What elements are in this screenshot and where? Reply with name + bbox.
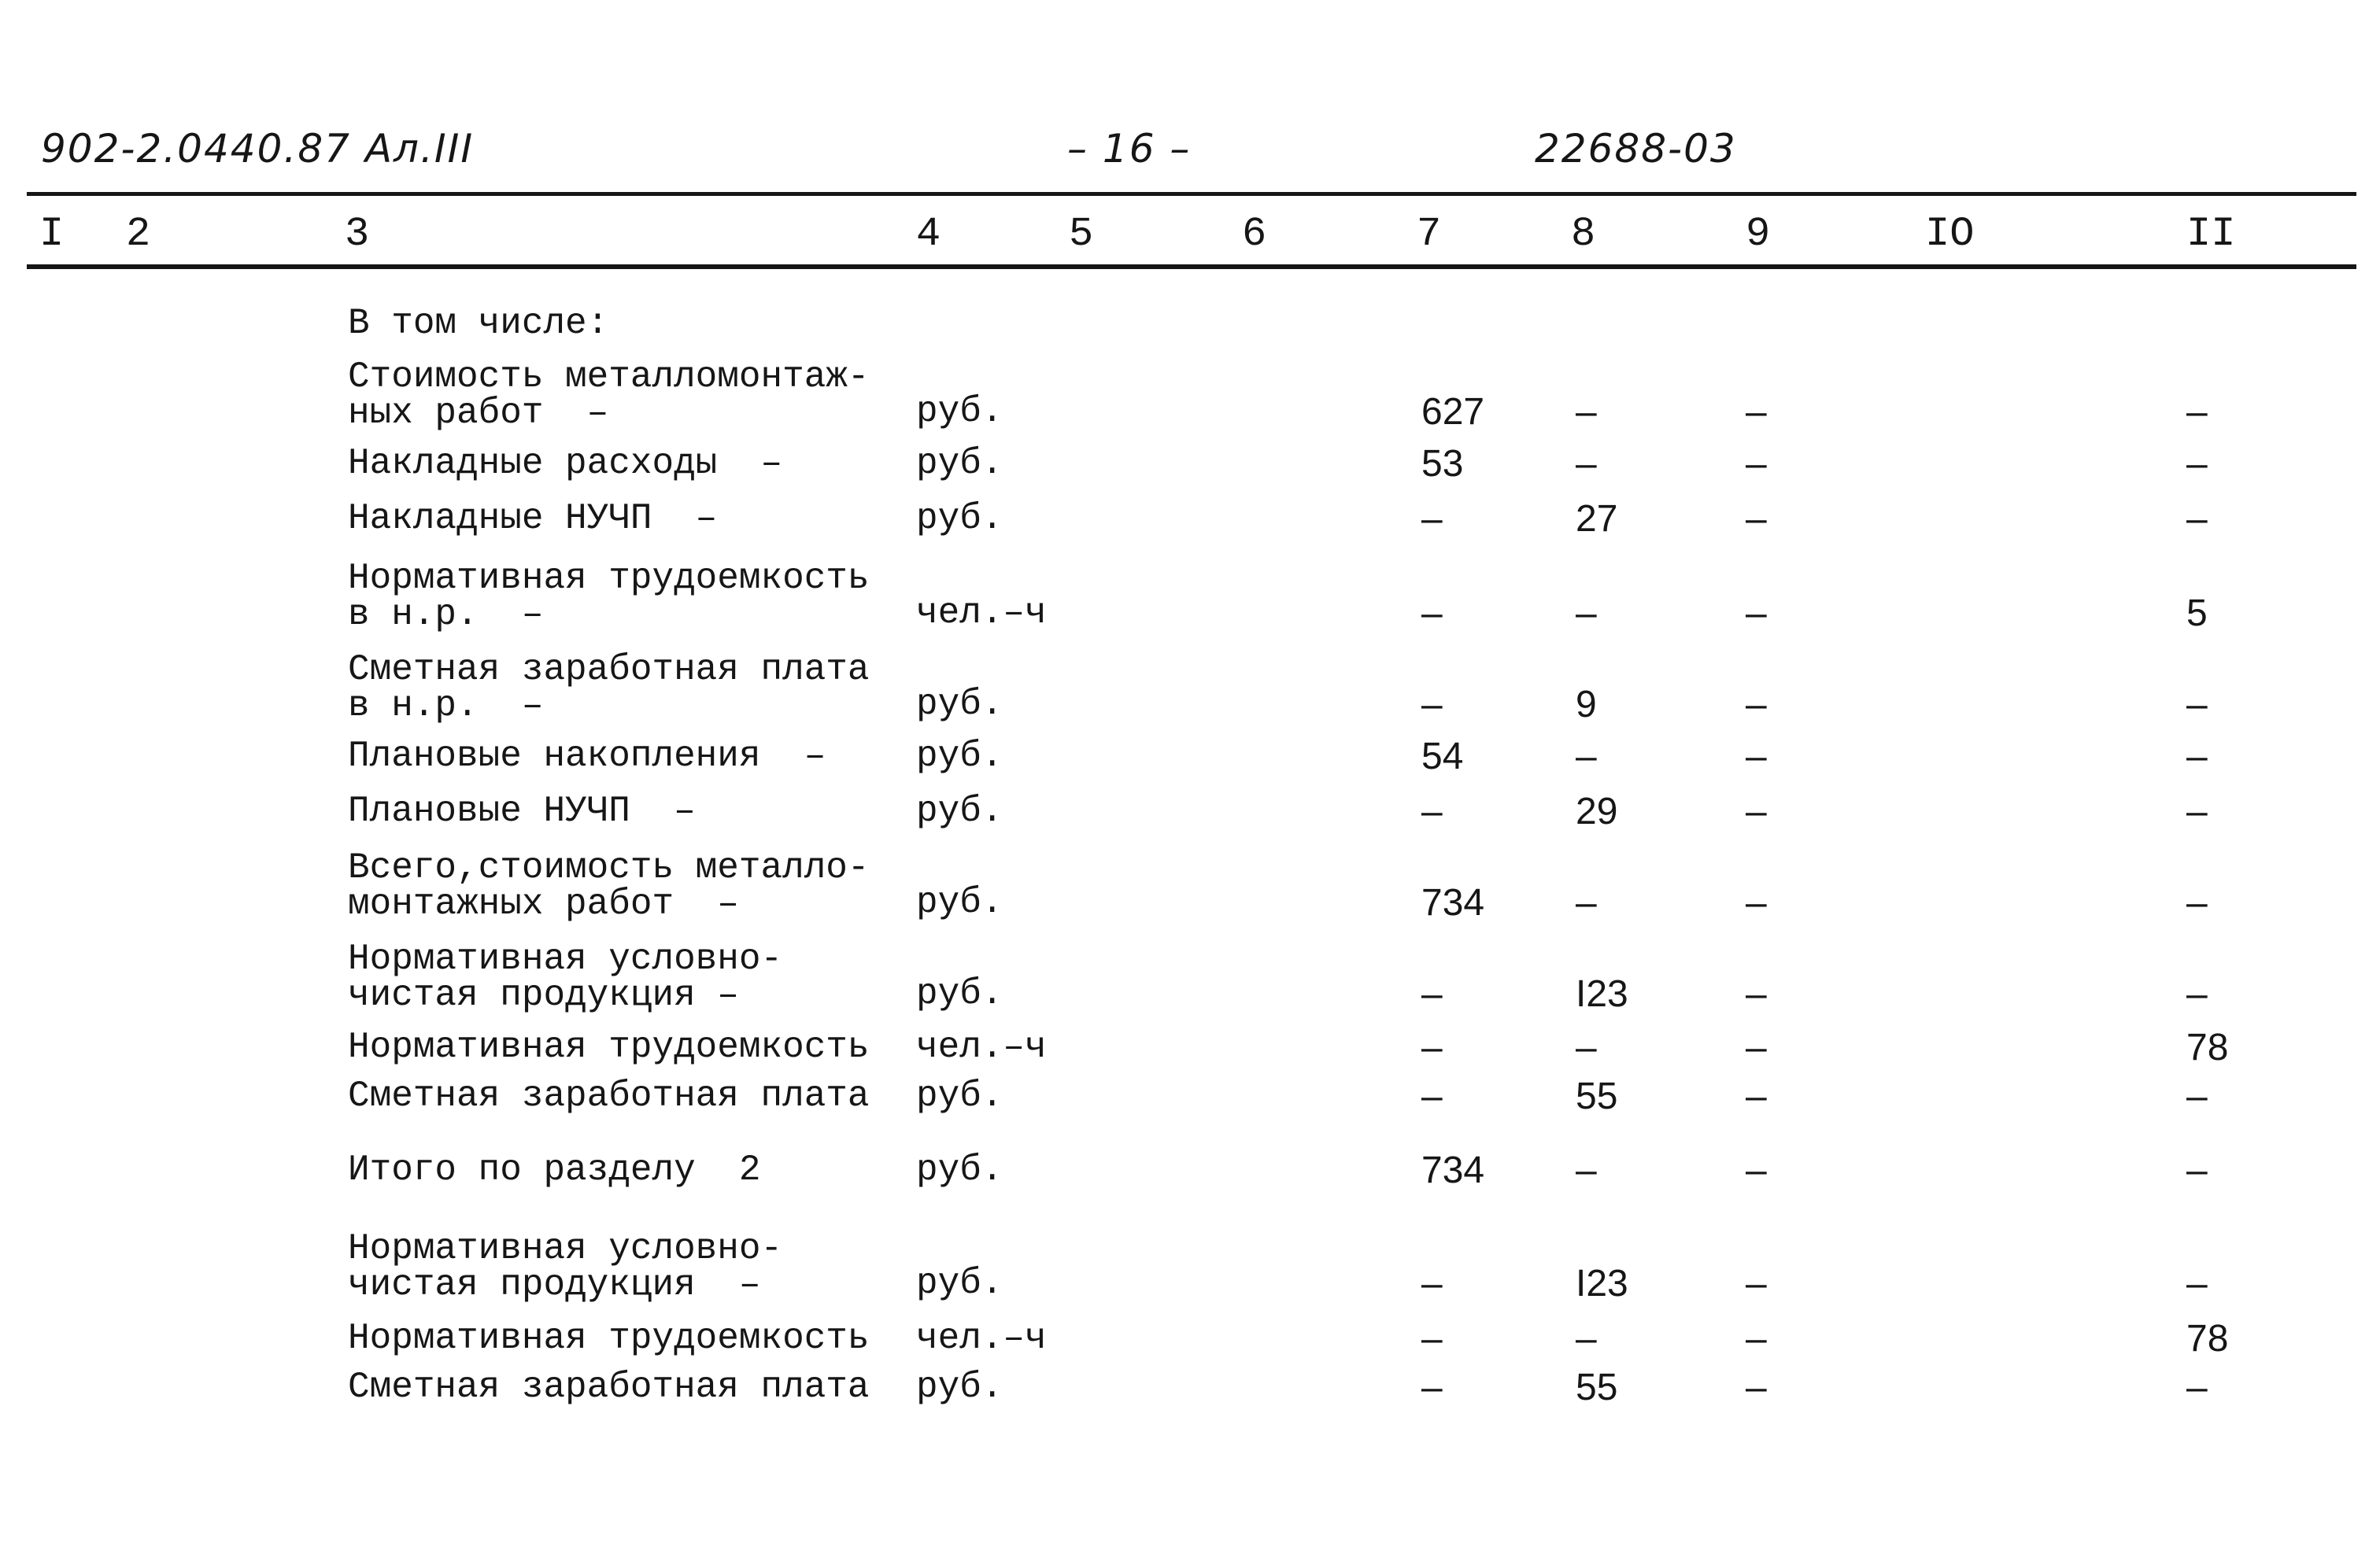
doc-code: 902-2.0440.87 Ал.III — [41, 126, 475, 172]
col7-value: – — [1421, 973, 1443, 1015]
column-number: 8 — [1571, 211, 1596, 257]
col7-value: – — [1421, 498, 1443, 540]
col8-value: 27 — [1576, 498, 1618, 540]
row-unit: руб. — [916, 882, 1003, 923]
row-unit: руб. — [916, 1150, 1003, 1190]
row-description: Итого по разделу 2 — [348, 1150, 761, 1190]
col9-value: – — [1746, 1150, 1767, 1191]
row-description: Накладные расходы – — [348, 443, 783, 484]
col9-value: – — [1746, 391, 1767, 433]
table-row — [0, 736, 2380, 777]
table-row — [0, 847, 2380, 924]
col9-value: – — [1746, 882, 1767, 924]
row-description: Стоимость металломонтаж- ных работ – — [348, 356, 870, 434]
col7-value: – — [1421, 791, 1443, 832]
col8-value: 29 — [1576, 791, 1618, 832]
col11-value: – — [2186, 1150, 2208, 1191]
col7-value: 627 — [1421, 391, 1485, 433]
row-unit: руб. — [916, 736, 1003, 777]
col9-value: – — [1746, 498, 1767, 540]
col9-value: – — [1746, 1318, 1767, 1360]
column-number: II — [2186, 211, 2236, 257]
table-row — [0, 791, 2380, 832]
column-number: 7 — [1417, 211, 1442, 257]
col11-value: – — [2186, 498, 2208, 540]
column-number: I — [39, 211, 65, 257]
col11-value: 5 — [2186, 592, 2208, 634]
row-unit: чел.–ч — [916, 1027, 1047, 1068]
col9-value: – — [1746, 443, 1767, 485]
col7-value: 53 — [1421, 443, 1464, 485]
col7-value: – — [1421, 1027, 1443, 1068]
col8-value: I23 — [1576, 1263, 1628, 1305]
column-number: 9 — [1746, 211, 1771, 257]
row-unit: руб. — [916, 1367, 1003, 1408]
col8-value: 55 — [1576, 1076, 1618, 1117]
col8-value: – — [1576, 443, 1597, 485]
table-row — [0, 1318, 2380, 1360]
col9-value: – — [1746, 736, 1767, 777]
page-number: – 16 – — [1067, 126, 1192, 172]
row-unit: руб. — [916, 684, 1003, 725]
column-number: 4 — [916, 211, 941, 257]
row-unit: руб. — [916, 443, 1003, 484]
col8-value: – — [1576, 1150, 1597, 1191]
col8-value: – — [1576, 592, 1597, 634]
col8-value: 55 — [1576, 1367, 1618, 1408]
row-description: В том числе: — [348, 303, 609, 344]
table-row — [0, 303, 2380, 344]
row-unit: руб. — [916, 498, 1003, 539]
column-number: 2 — [126, 211, 151, 257]
row-unit: руб. — [916, 1263, 1003, 1304]
row-description: Плановые НУЧП – — [348, 791, 696, 832]
col9-value: – — [1746, 791, 1767, 832]
row-description: Сметная заработная плата — [348, 1367, 870, 1408]
col11-value: – — [2186, 973, 2208, 1015]
col7-value: – — [1421, 1318, 1443, 1360]
col9-value: – — [1746, 1263, 1767, 1305]
col11-value: – — [2186, 443, 2208, 485]
col11-value: – — [2186, 1263, 2208, 1305]
col8-value: – — [1576, 1027, 1597, 1068]
col11-value: – — [2186, 1076, 2208, 1117]
col11-value: 78 — [2186, 1027, 2229, 1068]
row-unit: руб. — [916, 791, 1003, 832]
row-unit: руб. — [916, 1076, 1003, 1116]
column-number: 3 — [345, 211, 370, 257]
col7-value: – — [1421, 1076, 1443, 1117]
table-row — [0, 443, 2380, 485]
row-description: Накладные НУЧП – — [348, 498, 718, 539]
col8-value: – — [1576, 391, 1597, 433]
row-description: Нормативная условно- чистая продукция – — [348, 1228, 783, 1305]
table-row — [0, 560, 2380, 633]
col9-value: – — [1746, 973, 1767, 1015]
table-row — [0, 356, 2380, 434]
col8-value: 9 — [1576, 684, 1597, 725]
column-number: 6 — [1242, 211, 1267, 257]
col8-value: I23 — [1576, 973, 1628, 1015]
col7-value: 734 — [1421, 882, 1485, 924]
table-row — [0, 651, 2380, 724]
col7-value: 734 — [1421, 1150, 1485, 1191]
table-row — [0, 1367, 2380, 1408]
col11-value: – — [2186, 791, 2208, 832]
row-description: Сметная заработная плата — [348, 1076, 870, 1116]
col11-value: – — [2186, 882, 2208, 924]
table-row — [0, 1228, 2380, 1305]
column-number: IO — [1925, 211, 1975, 257]
row-description: Сметная заработная плата в н.р. – — [348, 649, 870, 726]
col8-value: – — [1576, 882, 1597, 924]
col9-value: – — [1746, 1367, 1767, 1408]
col9-value: – — [1746, 684, 1767, 725]
table-row — [0, 1076, 2380, 1117]
row-description: Нормативная трудоемкость — [348, 1318, 870, 1359]
table-row — [0, 1027, 2380, 1068]
doc-number: 22688-03 — [1535, 126, 1737, 172]
column-number: 5 — [1069, 211, 1094, 257]
row-unit: руб. — [916, 973, 1003, 1014]
col11-value: – — [2186, 736, 2208, 777]
table-row — [0, 1150, 2380, 1191]
col11-value: – — [2186, 1367, 2208, 1408]
col11-value: 78 — [2186, 1318, 2229, 1360]
row-description: Всего,стоимость металло- монтажных работ – — [348, 847, 870, 924]
col9-value: – — [1746, 1027, 1767, 1068]
col8-value: – — [1576, 1318, 1597, 1360]
row-description: Плановые накопления – — [348, 736, 826, 777]
col7-value: – — [1421, 684, 1443, 725]
col9-value: – — [1746, 592, 1767, 634]
col8-value: – — [1576, 736, 1597, 777]
col7-value: – — [1421, 592, 1443, 634]
row-unit: руб. — [916, 391, 1003, 432]
row-description: Нормативная трудоемкость — [348, 1027, 870, 1068]
col7-value: – — [1421, 1367, 1443, 1408]
col7-value: 54 — [1421, 736, 1464, 777]
row-description: Нормативная трудоемкость в н.р. – — [348, 558, 870, 635]
col9-value: – — [1746, 1076, 1767, 1117]
table-row — [0, 498, 2380, 540]
col7-value: – — [1421, 1263, 1443, 1305]
col11-value: – — [2186, 391, 2208, 433]
col11-value: – — [2186, 684, 2208, 725]
row-unit: чел.–ч — [916, 592, 1047, 633]
row-description: Нормативная условно- чистая продукция – — [348, 939, 783, 1016]
row-unit: чел.–ч — [916, 1318, 1047, 1359]
table-row — [0, 939, 2380, 1016]
